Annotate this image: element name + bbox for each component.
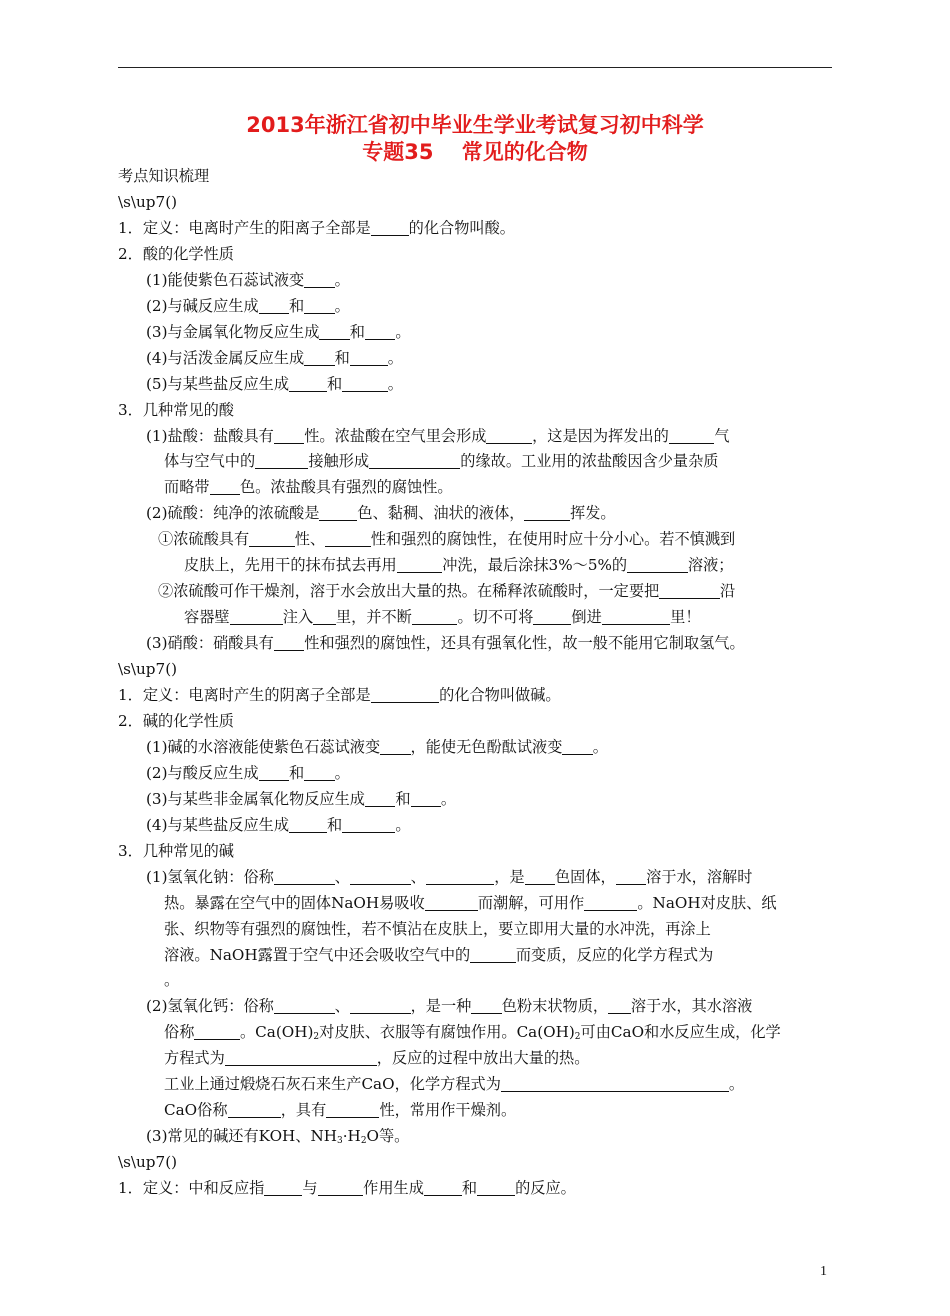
answer-blank xyxy=(289,376,327,392)
answer-blank xyxy=(249,531,295,547)
answer-blank xyxy=(264,1180,302,1196)
text-line: CaO俗称 ，具有 性，常用作干燥剂。 xyxy=(164,1101,517,1120)
header-rule xyxy=(118,67,832,68)
answer-blank xyxy=(304,765,334,781)
text-line: 溶液。NaOH露置于空气中还会吸收空气中的 而变质，反应的化学方程式为 xyxy=(164,945,714,964)
answer-blank xyxy=(608,998,631,1014)
answer-blank xyxy=(470,947,516,963)
answer-blank xyxy=(369,453,460,469)
answer-blank xyxy=(365,324,395,340)
answer-blank xyxy=(471,998,501,1014)
answer-blank xyxy=(274,869,335,885)
text-line: (2)与酸反应生成 和 。 xyxy=(146,763,350,782)
answer-blank xyxy=(228,1102,281,1118)
answer-blank xyxy=(562,739,592,755)
answer-blank xyxy=(255,453,308,469)
answer-blank xyxy=(533,609,571,625)
text-line: 3．几种常见的酸 xyxy=(118,400,234,419)
answer-blank xyxy=(371,220,409,236)
answer-blank xyxy=(412,609,458,625)
text-line: (2)氢氧化钙：俗称 、 ，是一种 色粉末状物质， 溶于水，其水溶液 xyxy=(146,997,753,1016)
text-line: 3．几种常见的碱 xyxy=(118,841,234,860)
text-line: 1．定义：中和反应指 与 作用生成 和 的反应。 xyxy=(118,1179,576,1197)
answer-blank xyxy=(342,817,395,833)
answer-blank xyxy=(350,998,411,1014)
text-line: \s\up7() xyxy=(118,660,178,678)
answer-blank xyxy=(289,817,327,833)
answer-blank xyxy=(225,1050,377,1066)
answer-blank xyxy=(365,791,395,807)
text-line: 1．定义：电离时产生的阳离子全部是 的化合物叫酸。 xyxy=(118,218,515,237)
answer-blank xyxy=(304,272,334,288)
text-line: (1)能使紫色石蕊试液变 。 xyxy=(146,270,350,289)
page-number: 1 xyxy=(820,1264,827,1279)
answer-blank xyxy=(584,895,637,911)
text-line: \s\up7() xyxy=(118,192,178,211)
answer-blank xyxy=(274,998,335,1014)
answer-blank xyxy=(424,1180,462,1196)
text-line: (3)硝酸：硝酸具有 性和强烈的腐蚀性，还具有强氧化性，故一般不能用它制取氢气。 xyxy=(146,634,745,653)
text-line: \s\up7() xyxy=(118,1153,178,1172)
text-line: 。 xyxy=(164,971,180,990)
answer-blank xyxy=(210,479,240,495)
answer-blank xyxy=(627,557,688,573)
answer-blank xyxy=(350,869,411,885)
answer-blank xyxy=(230,609,283,625)
answer-blank xyxy=(602,609,670,625)
answer-blank xyxy=(525,869,555,885)
text-line: 热。暴露在空气中的固体NaOH易吸收 而潮解，可用作 。NaOH对皮肤、纸 xyxy=(164,893,777,912)
answer-blank xyxy=(659,583,720,599)
answer-blank xyxy=(342,376,388,392)
answer-blank xyxy=(411,791,441,807)
answer-blank xyxy=(425,895,478,911)
answer-blank xyxy=(274,635,304,651)
answer-blank xyxy=(371,687,439,703)
answer-blank xyxy=(259,298,289,314)
answer-blank xyxy=(304,350,334,366)
text-line: (4)与某些盐反应生成 和 。 xyxy=(146,815,411,834)
answer-blank xyxy=(524,505,570,521)
text-line: (2)与碱反应生成 和 。 xyxy=(146,296,350,315)
text-line: 考点知识梳理 xyxy=(118,167,210,185)
answer-blank xyxy=(319,505,357,521)
answer-blank xyxy=(669,428,715,444)
answer-blank xyxy=(397,557,443,573)
text-line: 方程式为 ，反应的过程中放出大量的热。 xyxy=(164,1049,590,1068)
text-line: ①浓硫酸具有 性、 性和强烈的腐蚀性，在使用时应十分小心。若不慎溅到 xyxy=(158,530,736,549)
answer-blank xyxy=(477,1180,515,1196)
answer-blank xyxy=(319,324,349,340)
text-line: 而略带 色。浓盐酸具有强烈的腐蚀性。 xyxy=(164,478,453,497)
text-line: ②浓硫酸可作干燥剂，溶于水会放出大量的热。在稀释浓硫酸时，一定要把 沿 xyxy=(158,582,736,601)
text-line: 俗称 。$Ca(OH)_2$对皮肤、衣服等有腐蚀作用。$Ca(OH)_2$可由CaO和水反应生成，化学 xyxy=(164,1023,781,1043)
answer-blank xyxy=(304,298,334,314)
text-line: (5)与某些盐反应生成 和 。 xyxy=(146,374,403,393)
text-line: (1)碱的水溶液能使紫色石蕊试液变 ，能使无色酚酞试液变 。 xyxy=(146,737,608,756)
document-title: 2013年浙江省初中毕业生学业考试复习初中科学 xyxy=(246,113,704,137)
text-line: (2)硫酸：纯净的浓硫酸是 色、黏稠、油状的液体， 挥发。 xyxy=(146,504,616,523)
text-line: 皮肤上，先用干的抹布拭去再用 冲洗，最后涂抹3%～5%的 溶液； xyxy=(184,556,734,575)
text-line: 1．定义：电离时产生的阴离子全部是 的化合物叫做碱。 xyxy=(118,686,561,704)
text-line: 2．碱的化学性质 xyxy=(118,711,234,730)
answer-blank xyxy=(313,609,336,625)
answer-blank xyxy=(616,869,646,885)
text-line: (3)与某些非金属氧化物反应生成 和 。 xyxy=(146,789,457,808)
text-line: 张、织物等有强烈的腐蚀性，若不慎沾在皮肤上，要立即用大量的水冲洗，再涂上 xyxy=(164,919,711,938)
text-line: 体与空气中的 接触形成 的缘故。工业用的浓盐酸因含少量杂质 xyxy=(164,452,719,471)
answer-blank xyxy=(426,869,494,885)
text-line: 2．酸的化学性质 xyxy=(118,244,234,263)
answer-blank xyxy=(318,1180,364,1196)
text-line: (3)与金属氧化物反应生成 和 。 xyxy=(146,322,411,341)
text-line: (1)盐酸：盐酸具有 性。浓盐酸在空气里会形成 ，这是因为挥发出的 气 xyxy=(146,426,730,445)
answer-blank xyxy=(259,765,289,781)
answer-blank xyxy=(194,1024,240,1040)
answer-blank xyxy=(501,1076,729,1092)
text-line: 容器壁 注入 里，并不断 。切不可将 倒进 里！ xyxy=(184,608,701,627)
text-line: 工业上通过煅烧石灰石来生产CaO，化学方程式为 。 xyxy=(164,1075,745,1094)
answer-blank xyxy=(380,739,410,755)
answer-blank xyxy=(326,1102,379,1118)
text-line: (3)常见的碱还有KOH、$NH_3\cdot H_2O$等。 xyxy=(146,1127,410,1147)
text-line: (4)与活泼金属反应生成 和 。 xyxy=(146,348,403,367)
answer-blank xyxy=(325,531,371,547)
answer-blank xyxy=(350,350,388,366)
document-subtitle: 专题35 常见的化合物 xyxy=(362,140,588,164)
answer-blank xyxy=(486,428,532,444)
answer-blank xyxy=(274,428,304,444)
text-line: (1)氢氧化钠：俗称 、 、 ，是 色固体， 溶于水，溶解时 xyxy=(146,867,753,886)
